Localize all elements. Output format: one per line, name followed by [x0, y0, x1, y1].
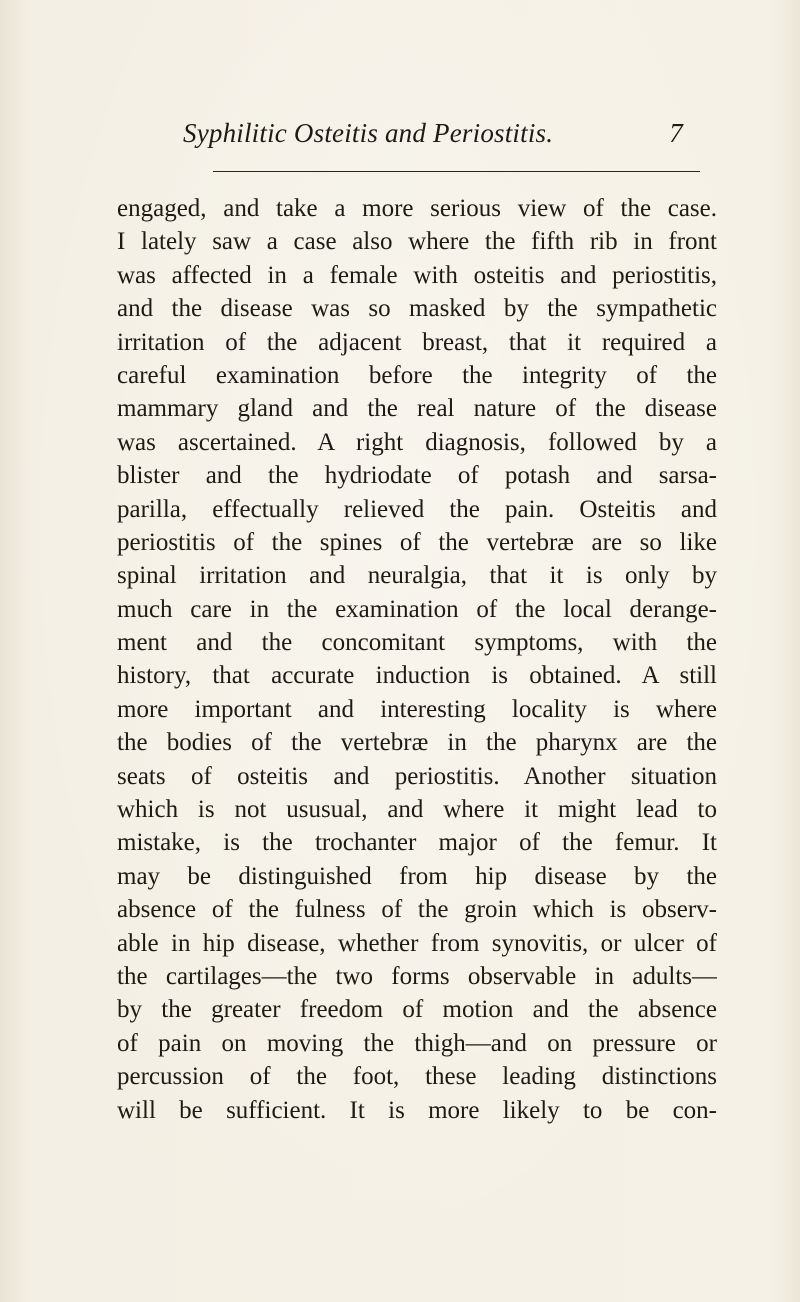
header-rule [213, 171, 700, 172]
text-line: of pain on moving the thigh—and on pressure or [117, 1029, 717, 1057]
text-line: blister and the hydriodate of potash and sarsa- [117, 462, 717, 490]
text-line: careful examination before the integrity of the [117, 361, 717, 389]
running-head-title: Syphilitic Osteitis and Periostitis. [183, 118, 554, 148]
text-line: and the disease was so masked by the sympathetic [117, 295, 717, 323]
text-line: spinal irritation and neuralgia, that it is only by [117, 562, 717, 590]
text-line: parilla, effectually relieved the pain. Osteitis and [117, 495, 717, 523]
text-line: ment and the concomitant symptoms, with the [117, 629, 717, 657]
text-line: engaged, and take a more serious view of the case. [117, 195, 717, 222]
text-line: was ascertained. A right diagnosis, followed by a [117, 428, 717, 456]
body-text [117, 192, 717, 1127]
text-line: I lately saw a case also where the fifth rib in front [117, 228, 717, 256]
text-line: irritation of the adjacent breast, that it required a [117, 328, 717, 356]
text-line: the cartilages—the two forms observable in adults— [117, 962, 717, 990]
text-line: which is not ususual, and where it might lead to [117, 796, 717, 824]
text-line: absence of the fulness of the groin which is observ- [117, 896, 717, 924]
text-line: may be distinguished from hip disease by the [117, 862, 717, 890]
text-line: seats of osteitis and periostitis. Another situation [117, 762, 717, 790]
text-line: periostitis of the spines of the vertebræ are so like [117, 528, 717, 556]
text-line: was affected in a female with osteitis and periostitis, [117, 261, 717, 289]
text-line: history, that accurate induction is obtained. A still [117, 662, 717, 690]
text-line: more important and interesting locality is where [117, 695, 717, 723]
page-number: 7 [669, 118, 683, 148]
text-line: percussion of the foot, these leading distinctions [117, 1063, 717, 1091]
text-line: able in hip disease, whether from synovitis, or ulcer of [117, 929, 717, 957]
text-line: much care in the examination of the local derange- [117, 595, 717, 623]
text-line: by the greater freedom of motion and the absence [117, 996, 717, 1024]
running-head [183, 118, 683, 158]
text-line: the bodies of the vertebræ in the pharynx are the [117, 729, 717, 757]
text-line: mammary gland and the real nature of the disease [117, 395, 717, 423]
text-line: will be sufficient. It is more likely to be con- [117, 1096, 717, 1124]
text-line: mistake, is the trochanter major of the femur. It [117, 829, 717, 857]
